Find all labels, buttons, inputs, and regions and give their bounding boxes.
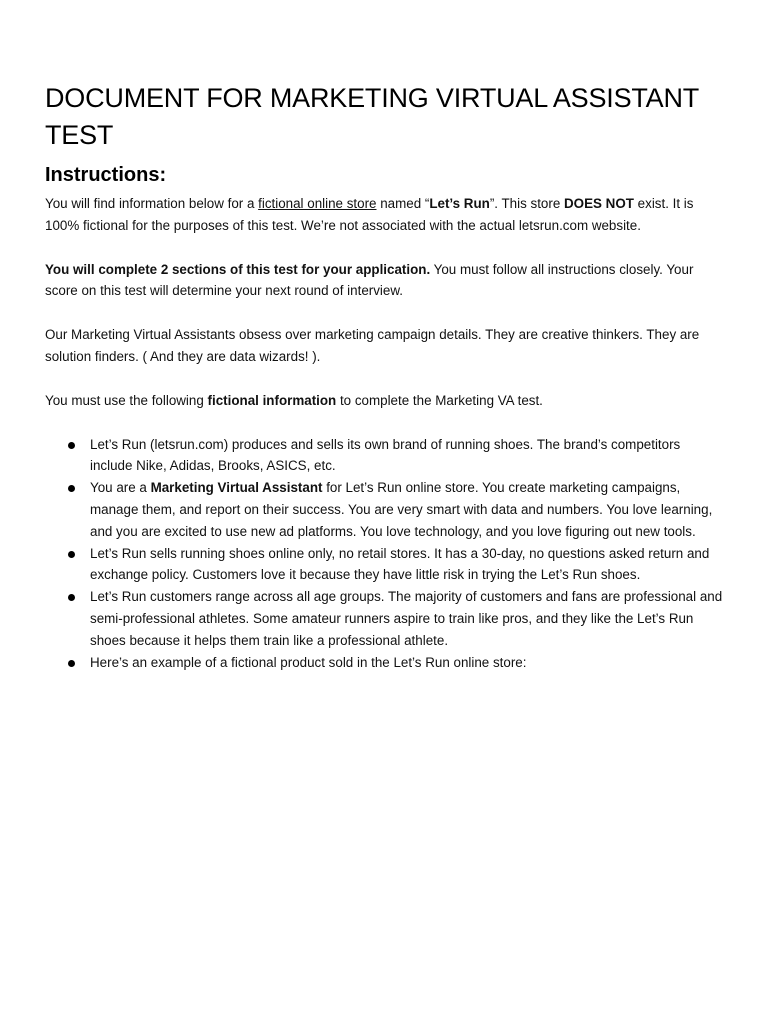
- fictional-info-text-1: You must use the following: [45, 392, 208, 408]
- document-page: [45, 80, 725, 673]
- store-name-text: Let’s Run: [429, 196, 490, 211]
- bullet-icon: [68, 442, 75, 449]
- sections-bold-text: You will complete 2 sections of this test for your application.: [45, 261, 431, 277]
- bullet-icon: [68, 485, 75, 492]
- fictional-info-paragraph: [45, 390, 725, 412]
- instructions-heading: Instructions:: [45, 164, 167, 186]
- bullet-text-policy: Let’s Run sells running shoes online only, no retail stores. It has a 30-day, no questions asked return and exchange policy. Customers love it because they have little risk in trying the Let’s Run shoes.: [90, 545, 710, 583]
- intro-paragraph: [45, 193, 725, 237]
- fictional-info-bold-text: fictional information: [207, 392, 337, 408]
- list-item: [45, 434, 725, 478]
- bullet-text-example: Here’s an example of a fictional product sold in the Let’s Run online store:: [90, 654, 527, 670]
- intro-text-4: exist. It is 100% fictional for the purposes of this test. We’re not associated with the actual letsrun.com website.: [45, 196, 694, 233]
- sections-paragraph: [45, 259, 725, 303]
- fictional-online-store-text: fictional online store: [258, 196, 377, 211]
- bullet-icon: [68, 551, 75, 558]
- bullet-text-role-1: You are a: [90, 480, 151, 496]
- list-item: [45, 477, 725, 542]
- intro-text-1: You will find information below for a: [45, 196, 259, 211]
- document-title: DOCUMENT FOR MARKETING VIRTUAL ASSISTANT TEST: [45, 83, 699, 150]
- bullet-text-role-2: for Let’s Run online store. You create marketing campaigns, manage them, and report on their success. You are very smart with data and numbers. You love learning, and you are excited to use new ad platforms. You love technology, and you love figuring out new tools.: [90, 480, 713, 539]
- intro-text-3: ”. This store: [489, 196, 565, 211]
- list-item: [45, 586, 725, 651]
- bullet-text-brand: Let’s Run (letsrun.com) produces and sells its own brand of running shoes. The brand’s competitors include Nike, Adidas, Brooks, ASICS, etc.: [90, 436, 681, 474]
- does-not-text: DOES NOT: [564, 196, 634, 211]
- sections-text: You must follow all instructions closely. Your score on this test will determine your next round of interview.: [45, 261, 694, 299]
- bullet-text-role-bold: Marketing Virtual Assistant: [150, 480, 323, 496]
- bullet-icon: [68, 660, 75, 667]
- fictional-info-text-2: to complete the Marketing VA test.: [336, 392, 543, 408]
- assistants-paragraph: Our Marketing Virtual Assistants obsess over marketing campaign details. They are creative thinkers. They are solution finders. ( And they are data wizards! ).: [45, 327, 700, 364]
- bullet-icon: [68, 594, 75, 601]
- bullet-text-customers: Let’s Run customers range across all age groups. The majority of customers and fans are professional and semi-professional athletes. Some amateur runners aspire to train like pros, and they like the Let’s Run shoes because it helps them train like a professional athlete.: [90, 589, 723, 648]
- list-item: [45, 652, 725, 674]
- intro-text-2: named “: [376, 196, 430, 211]
- list-item: [45, 543, 725, 587]
- info-bullet-list: [45, 434, 725, 674]
